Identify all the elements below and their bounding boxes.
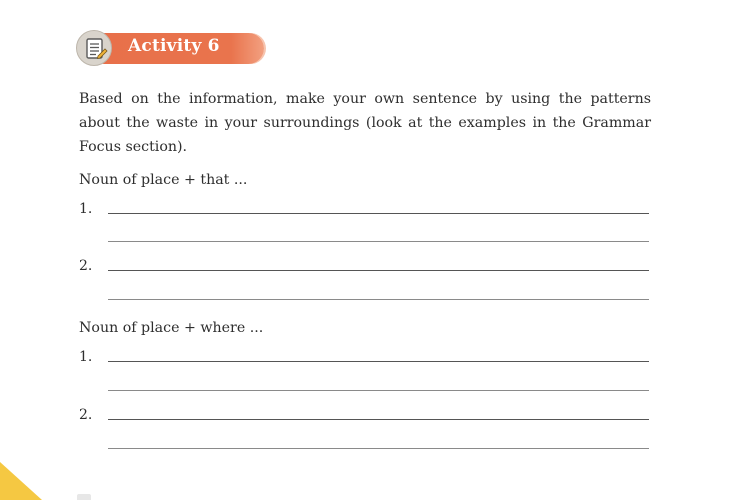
answer-line[interactable]: [108, 213, 649, 214]
activity-badge: [76, 30, 266, 66]
section-heading-that: Noun of place + that ...: [79, 172, 248, 188]
item-number: 1.: [79, 349, 93, 365]
answer-line[interactable]: [108, 361, 649, 362]
activity-title: Activity 6: [128, 36, 220, 56]
item-number: 2.: [79, 258, 93, 274]
next-badge-edge: [77, 494, 91, 500]
item-number: 1.: [79, 201, 93, 217]
section-heading-where: Noun of place + where ...: [79, 320, 264, 336]
answer-line[interactable]: [108, 241, 649, 242]
notebook-icon: [76, 30, 112, 66]
answer-line[interactable]: [108, 270, 649, 271]
answer-line[interactable]: [108, 390, 649, 391]
yellow-corner-decoration: [0, 462, 42, 500]
activity-instructions: Based on the information, make your own sentence by using the patterns about the waste in your surroundings (look at the examples in the Grammar Focus section).: [79, 91, 651, 155]
answer-line[interactable]: [108, 299, 649, 300]
item-number: 2.: [79, 407, 93, 423]
answer-line[interactable]: [108, 419, 649, 420]
answer-line[interactable]: [108, 448, 649, 449]
